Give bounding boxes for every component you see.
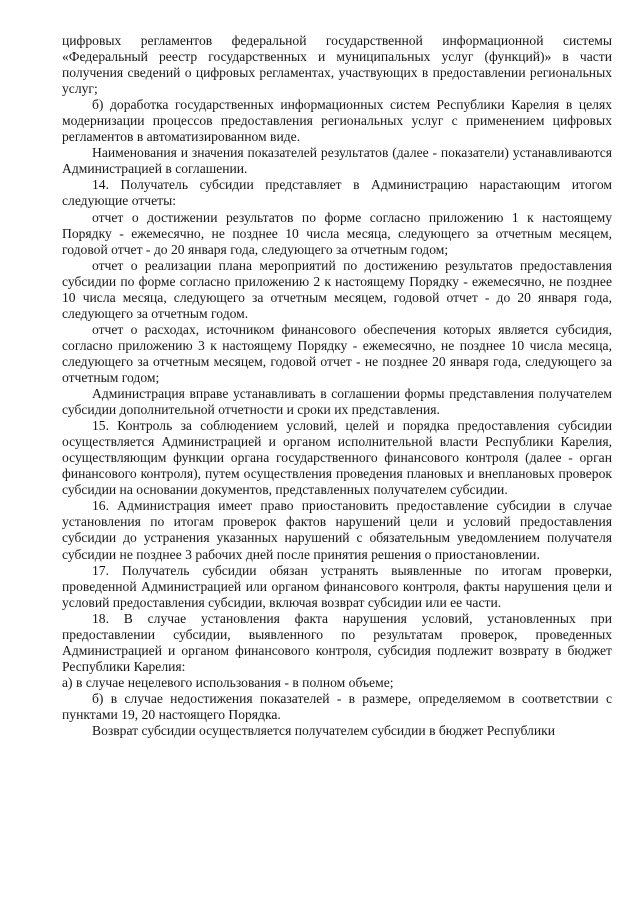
paragraph-section-17: 17. Получатель субсидии обязан устранять выявленные по итогам проверки, проведенной Администрацией или органом финансового контроля, факты нарушения цели и условий предоставления субсидии, включая возврат субсидии или ее части.: [62, 562, 612, 610]
document-body: [62, 33, 612, 739]
paragraph-section-14: 14. Получатель субсидии представляет в Администрацию нарастающим итогом следующие отчеты:: [62, 177, 612, 209]
paragraph-report-plan: отчет о реализации плана мероприятий по достижению результатов предоставления субсидии по форме согласно приложению 2 к настоящему Порядку - ежемесячно, не позднее 10 числа месяца, следующего за отчетным месяцем, годовой отчет - до 20 января года, следующего за отчетным годом.: [62, 257, 612, 321]
paragraph-section-16: 16. Администрация имеет право приостановить предоставление субсидии в случае установления по итогам проверок фактов нарушений цели и условий предоставления субсидии до устранения указанных нарушений с обязательным уведомлением получателя субсидии не позднее 3 рабочих дней после принятия решения о приостановлении.: [62, 498, 612, 562]
paragraph-report-expenses: отчет о расходах, источником финансового обеспечения которых является субсидия, согласно приложению 3 к настоящему Порядку - ежемесячно, не позднее 10 числа месяца, следующего за отчетным месяцем, годовой отчет - не позднее 20 января года, следующего за отчетным годом;: [62, 321, 612, 385]
paragraph-additional-reporting: Администрация вправе устанавливать в соглашении формы представления получателем субсидии дополнительной отчетности и сроки их представления.: [62, 386, 612, 418]
paragraph-refund: Возврат субсидии осуществляется получателем субсидии в бюджет Республики: [92, 723, 555, 739]
paragraph-item-b-shortfall: б) в случае недостижения показателей - в размере, определяемом в соответствии с пунктами 19, 20 настоящего Порядка.: [62, 690, 612, 722]
paragraph-section-15: 15. Контроль за соблюдением условий, целей и порядка предоставления субсидии осуществляется Администрацией и органом исполнительной власти Республики Карелия, осуществляющим функции органа государственного финансового контроля (далее - орган финансового контроля), путем осуществления проведения плановых и внеплановых проверок субсидии на основании документов, представленных получателем субсидии.: [62, 418, 612, 498]
paragraph-registry-continuation: цифровых регламентов федеральной государственной информационной системы «Федеральный реестр государственных и муниципальных услуг (функций)» в части получения сведений о цифровых регламентах, участвующих в предоставлении региональных услуг;: [62, 33, 612, 97]
paragraph-item-a-misuse: а) в случае нецелевого использования - в полном объеме;: [62, 674, 394, 690]
paragraph-item-b-development: б) доработка государственных информационных систем Республики Карелия в целях модернизации процессов предоставления региональных услуг с применением цифровых регламентов в автоматизированном виде.: [62, 97, 612, 145]
paragraph-report-results: отчет о достижении результатов по форме согласно приложению 1 к настоящему Порядку - ежемесячно, не позднее 10 числа месяца, следующего за отчетным месяцем, годовой отчет - до 20 января года, следующего за отчетным годом;: [62, 209, 612, 257]
paragraph-section-18: 18. В случае установления факта нарушения условий, установленных при предоставлении субсидии, выявленного по результатам проверок, проведенных Администрацией и органом финансового контроля, субсидия подлежит возврату в бюджет Республики Карелия:: [62, 610, 612, 674]
paragraph-indicators: Наименования и значения показателей результатов (далее - показатели) устанавливаются Администрацией в соглашении.: [62, 145, 612, 177]
